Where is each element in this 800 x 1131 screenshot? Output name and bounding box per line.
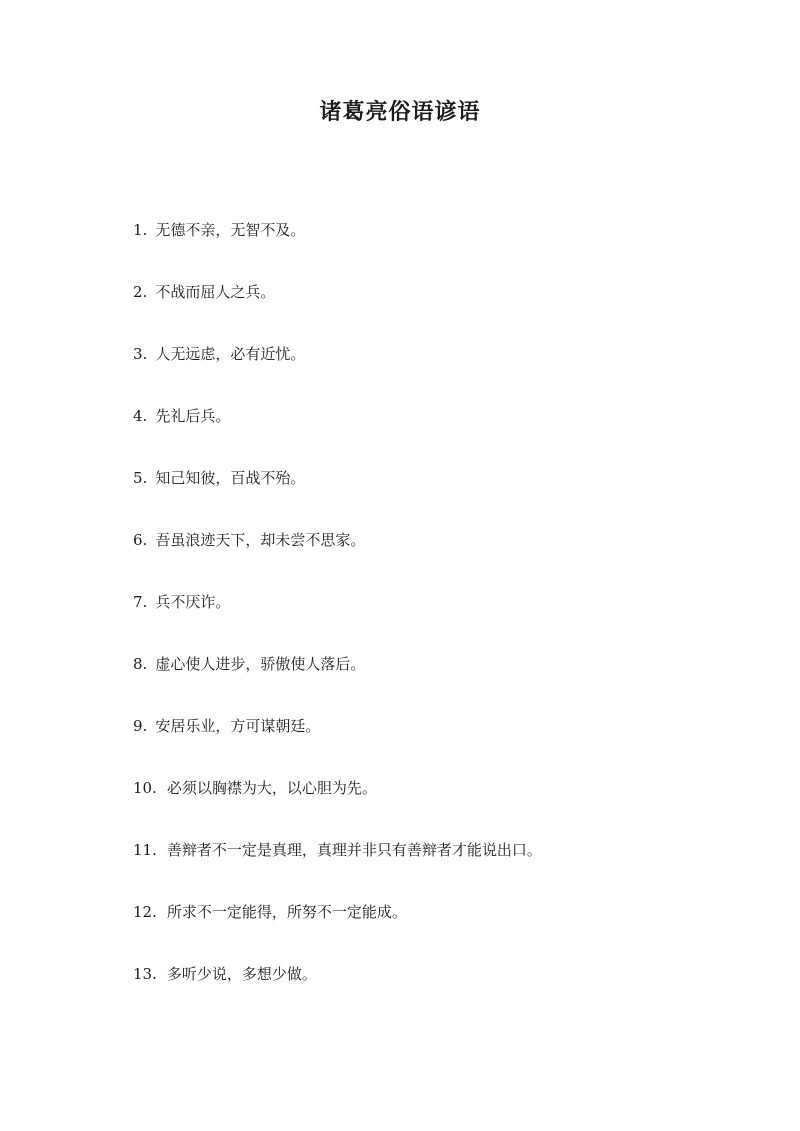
list-item [133,959,753,1021]
list-item [133,587,753,649]
list-item [133,277,753,339]
item-text: 先礼后兵。 [155,407,231,425]
item-number: 8. [133,655,148,673]
list-item [133,339,753,401]
item-text: 知己知彼，百战不殆。 [155,469,306,487]
list-item [133,525,753,587]
list-item [133,463,753,525]
item-text: 人无远虑，必有近忧。 [155,345,306,363]
list-item [133,215,753,277]
item-number: 5. [133,469,148,487]
proverb-list [133,215,753,1021]
list-item [133,835,753,897]
item-number: 9. [133,717,148,735]
item-text: 兵不厌诈。 [155,593,231,611]
item-text: 不战而屈人之兵。 [155,283,276,301]
list-item [133,773,753,835]
item-text: 必须以胸襟为大，以心胆为先。 [166,779,377,797]
item-text: 多听少说，多想少做。 [166,965,317,983]
item-number: 2. [133,283,148,301]
document-title: 诸葛亮俗语谚语 [319,99,481,125]
item-text: 吾虽浪迹天下，却未尝不思家。 [155,531,366,549]
item-text: 安居乐业，方可谋朝廷。 [155,717,321,735]
list-item [133,897,753,959]
item-text: 虚心使人进步，骄傲使人落后。 [155,655,366,673]
item-text: 所求不一定能得，所努不一定能成。 [166,903,407,921]
item-number: 12. [133,903,157,921]
item-text: 无德不亲，无智不及。 [155,221,306,239]
item-number: 7. [133,593,148,611]
list-item [133,711,753,773]
list-item [133,401,753,463]
list-item [133,649,753,711]
item-number: 13. [133,965,157,983]
item-number: 3. [133,345,148,363]
item-number: 11. [133,841,157,859]
item-number: 10. [133,779,157,797]
item-number: 1. [133,221,148,239]
item-number: 4. [133,407,148,425]
item-text: 善辩者不一定是真理，真理并非只有善辩者才能说出口。 [166,841,542,859]
item-number: 6. [133,531,148,549]
